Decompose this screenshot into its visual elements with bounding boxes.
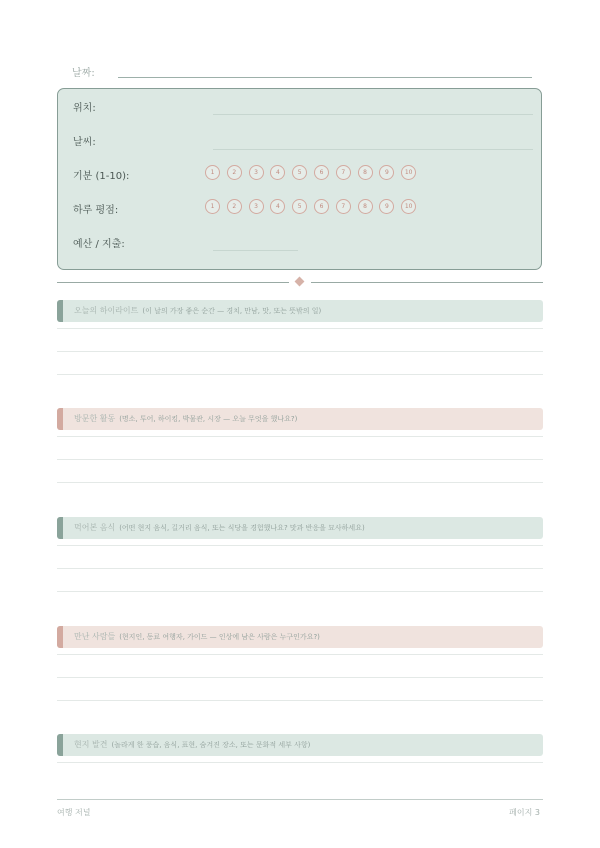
rating-option[interactable]: 8: [358, 199, 373, 214]
section-highlights-header: [57, 300, 543, 322]
section-hint: (놀라게 한 풍습, 음식, 표현, 숨겨진 장소, 또는 문화적 세부 사항): [111, 741, 311, 749]
mood-option[interactable]: 3: [249, 165, 264, 180]
budget-label: 예산 / 지출:: [73, 239, 125, 250]
section-food-header: [57, 517, 543, 539]
rating-option[interactable]: 5: [292, 199, 307, 214]
section-title-text: 현지 발견: [74, 740, 108, 749]
writing-line[interactable]: [57, 328, 543, 329]
section-accent-bar: [57, 626, 63, 648]
section-hint: (어떤 현지 음식, 길거리 음식, 또는 식당을 경험했나요? 맛과 반응을 묘사하세요): [119, 524, 365, 532]
footer-divider: [57, 799, 543, 800]
section-accent-bar: [57, 734, 63, 756]
section-accent-bar: [57, 517, 63, 539]
section-title: [74, 631, 320, 642]
rating-option[interactable]: 2: [227, 199, 242, 214]
trip-info-box: [57, 88, 542, 270]
section-title-text: 만난 사람들: [74, 632, 116, 641]
divider-diamond-icon: [295, 277, 305, 287]
writing-line[interactable]: [57, 351, 543, 352]
rating-option[interactable]: 6: [314, 199, 329, 214]
section-title-text: 오늘의 하이라이트: [74, 306, 139, 315]
section-title-text: 먹어본 음식: [74, 523, 116, 532]
writing-line[interactable]: [57, 762, 543, 763]
rating-option[interactable]: 4: [270, 199, 285, 214]
mood-option[interactable]: 9: [379, 165, 394, 180]
location-label: 위치:: [73, 103, 96, 114]
section-people-header: [57, 626, 543, 648]
writing-line[interactable]: [57, 700, 543, 701]
section-hint: (현지인, 동료 여행자, 가이드 — 인상에 남은 사람은 누구인가요?): [119, 633, 320, 641]
section-hint: (명소, 투어, 하이킹, 박물관, 시장 — 오늘 무엇을 했나요?): [119, 415, 298, 423]
mood-option[interactable]: 6: [314, 165, 329, 180]
writing-line[interactable]: [57, 436, 543, 437]
writing-line[interactable]: [57, 545, 543, 546]
mood-option[interactable]: 1: [205, 165, 220, 180]
budget-field[interactable]: [213, 250, 298, 251]
section-title-text: 방문한 활동: [74, 414, 116, 423]
section-title: [74, 522, 365, 533]
mood-scale: [205, 165, 416, 180]
mood-option[interactable]: 10: [401, 165, 416, 180]
rating-option[interactable]: 9: [379, 199, 394, 214]
mood-label: 기분 (1-10):: [73, 171, 130, 182]
weather-field[interactable]: [213, 149, 533, 150]
writing-line[interactable]: [57, 482, 543, 483]
mood-option[interactable]: 4: [270, 165, 285, 180]
writing-line[interactable]: [57, 677, 543, 678]
section-hint: (이 날의 가장 좋은 순간 — 경치, 만남, 맛, 또는 뜻밖의 일): [142, 307, 322, 315]
writing-line[interactable]: [57, 459, 543, 460]
writing-line[interactable]: [57, 374, 543, 375]
divider-right: [311, 282, 543, 283]
writing-line[interactable]: [57, 568, 543, 569]
section-title: [74, 413, 297, 424]
section-accent-bar: [57, 408, 63, 430]
footer-page-number: 페이지 3: [509, 808, 540, 817]
footer-journal-title: 여행 저널: [57, 808, 91, 817]
mood-option[interactable]: 5: [292, 165, 307, 180]
mood-option[interactable]: 8: [358, 165, 373, 180]
mood-option[interactable]: 2: [227, 165, 242, 180]
weather-label: 날씨:: [73, 137, 96, 148]
mood-option[interactable]: 7: [336, 165, 351, 180]
rating-option[interactable]: 3: [249, 199, 264, 214]
divider-left: [57, 282, 289, 283]
rating-option[interactable]: 10: [401, 199, 416, 214]
section-title: [74, 739, 310, 750]
section-accent-bar: [57, 300, 63, 322]
section-activities-header: [57, 408, 543, 430]
rating-option[interactable]: 1: [205, 199, 220, 214]
section-discoveries-header: [57, 734, 543, 756]
location-field[interactable]: [213, 114, 533, 115]
rating-label: 하루 평점:: [73, 205, 119, 216]
date-label: 날짜:: [72, 68, 95, 79]
rating-scale: [205, 199, 416, 214]
writing-line[interactable]: [57, 654, 543, 655]
writing-line[interactable]: [57, 591, 543, 592]
date-row: [72, 62, 532, 80]
rating-option[interactable]: 7: [336, 199, 351, 214]
section-title: [74, 305, 321, 316]
date-field[interactable]: [118, 77, 532, 78]
